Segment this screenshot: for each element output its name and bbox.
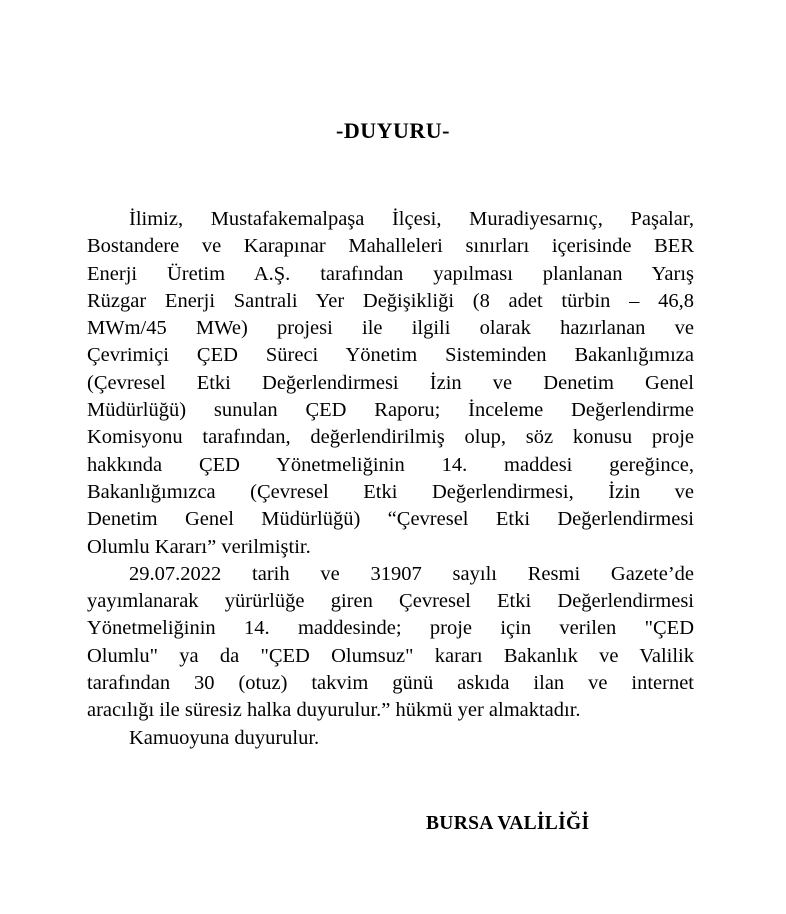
text-line: Rüzgar Enerji Santrali Yer Değişikliği (8 adet türbin – 46,8	[87, 289, 694, 312]
text-line: İlimiz, Mustafakemalpaşa İlçesi, Muradiyesarnıç, Paşalar,	[129, 208, 694, 230]
text-line: 29.07.2022 tarih ve 31907 sayılı Resmi Gazete’de	[129, 562, 694, 585]
text-line: Bakanlığımızca (Çevresel Etki Değerlendirmesi, İzin ve	[87, 480, 694, 503]
text-line: Çevrimiçi ÇED Süreci Yönetim Sisteminden Bakanlığımıza	[87, 344, 694, 367]
text-line: tarafından 30 (otuz) takvim günü askıda ilan ve internet	[87, 672, 694, 695]
announcement-title: -DUYURU-	[336, 118, 450, 143]
text-line: MWm/45 MWe) projesi ile ilgili olarak hazırlanan ve	[87, 317, 694, 340]
text-line: (Çevresel Etki Değerlendirmesi İzin ve Denetim Genel	[87, 371, 694, 394]
text-line: Yönetmeliğinin 14. maddesinde; proje için verilen "ÇED	[87, 617, 694, 640]
text-line: Kamuoyuna duyurulur.	[129, 726, 320, 749]
text-line: yayımlanarak yürürlüğe giren Çevresel Etki Değerlendirmesi	[87, 590, 694, 613]
text-line: Olumlu Kararı” verilmiştir.	[87, 535, 311, 558]
signature: BURSA VALİLİĞİ	[426, 813, 590, 834]
announcement-body	[87, 206, 694, 752]
text-line: aracılığı ile süresiz halka duyurulur.” hükmü yer almaktadır.	[87, 699, 581, 722]
text-line: hakkında ÇED Yönetmeliğinin 14. maddesi gereğince,	[87, 453, 694, 476]
text-line: Müdürlüğü) sunulan ÇED Raporu; İnceleme Değerlendirme	[87, 399, 694, 422]
text-line: Bostandere ve Karapınar Mahalleleri sınırları içerisinde BER	[87, 235, 694, 258]
text-line: Enerji Üretim A.Ş. tarafından yapılması planlanan Yarış	[87, 262, 694, 285]
text-line: Denetim Genel Müdürlüğü) “Çevresel Etki Değerlendirmesi	[87, 508, 694, 531]
text-line: Olumlu" ya da "ÇED Olumsuz" kararı Bakanlık ve Valilik	[87, 644, 694, 667]
text-line: Komisyonu tarafından, değerlendirilmiş olup, söz konusu proje	[87, 426, 694, 449]
